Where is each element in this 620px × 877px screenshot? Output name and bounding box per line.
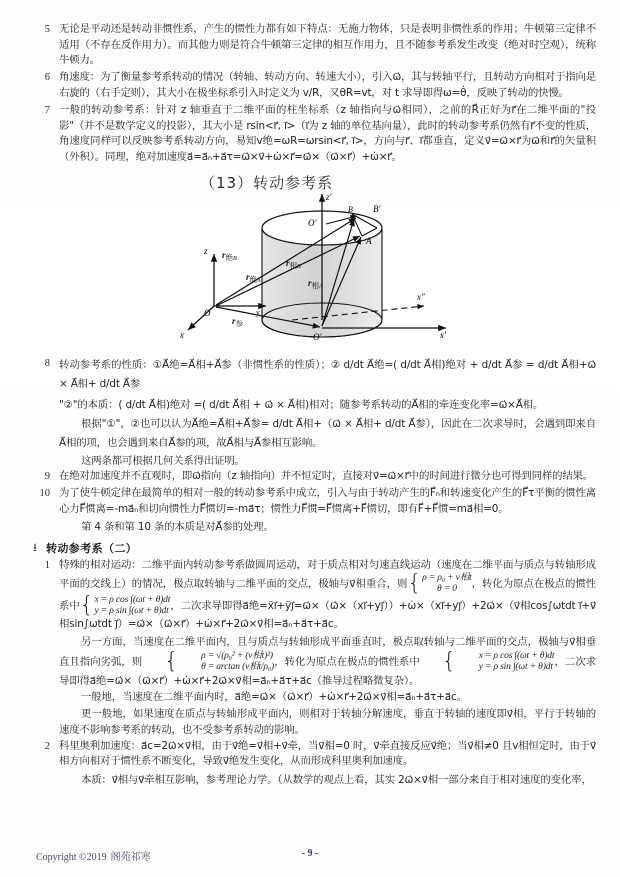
label-B-prime: B′ — [373, 204, 381, 215]
case-brace-3 — [142, 648, 275, 674]
case-equations — [457, 651, 555, 673]
item-subtext: 根据"①"，②也可以认为A⃗绝=A⃗相+A⃗参= d/dt A⃗相+（ω⃗ × A⃗相+ d/dt A⃗参），因此在二次求导时，会遇到即来自A⃗相的项，也会遇到来自A⃗参的项，故A⃗相与A⃗参相互影响。 — [59, 417, 596, 449]
label-r-rel-A: r相A — [308, 278, 323, 291]
author-name: 阁苑祁寒 — [110, 852, 151, 863]
list-item — [24, 70, 596, 101]
label-x-double-prime: x″ — [417, 292, 425, 303]
item-subtext: "②"的本质：( d/dt A⃗相)绝对 =( d/dt A⃗相 + ω⃗ × A⃗相)相对；随参考系转动的A⃗相的牵连变化率=ω⃗×A⃗相。 — [59, 398, 544, 411]
item-text: 在绝对加速度并不直观时，即ω⃗指向（z 轴指向）并不恒定时，直接对v⃗=ω⃗×r⃗中的时间进行微分也可得到同样的结果。 — [59, 470, 594, 483]
case-eq: x = ρ cos ∫(ωt + θ)dt — [94, 595, 171, 606]
label-x: x — [180, 330, 184, 341]
copyright-text: Copyright ©2019 — [36, 852, 107, 863]
item-number: 9 — [44, 471, 50, 483]
brace-glyph: { — [441, 648, 456, 674]
brace-glyph: { — [164, 648, 179, 674]
case-eq: x = ρ cos ∫(ωt + θ)dt — [478, 650, 555, 661]
item-text: 角速度：为了衡量参考系转动的情况（转轴、转动方向、转速大小），引入ω⃗，其与转轴平行，且转动方向相对于指向是右旋的（右手定则），其大小在极坐标系引入时定义为 v/R，又θR=vt，对 t 求导即得ω=θ̇，反映了转动的快慢。 — [59, 71, 596, 99]
cylinder-diagram-svg — [174, 188, 504, 350]
list-item — [24, 103, 596, 165]
item-subtext: 更一般地，如果速度在质点与转轴形成平面内，则相对于转轴分解速度，垂直于转轴的速度即v⃗相，平行于转轴的速度不影响参考系的转动，也不受参考系转动的影响。 — [59, 707, 596, 737]
page-number: - 9 - — [301, 848, 319, 859]
brace-glyph: { — [407, 571, 422, 597]
label-O-prime-bottom: O′ — [313, 332, 322, 343]
section-heading — [24, 540, 596, 556]
item-text-part: ，二次求导即得a⃗绝=ω⃗×（ω⃗×r⃗）+ω̇×r⃗+2ω⃗×v⃗相=a⃗ₙ+a⃗τ+a⃗c（推导过程略微复杂）。 — [59, 655, 596, 687]
list-item — [24, 739, 596, 770]
label-r-abs-B: r绝B — [222, 250, 237, 263]
label-r-abs-A: r绝A — [246, 272, 261, 285]
item-text — [59, 558, 596, 633]
item-subtext: 第 4 条和第 10 条的本质是对A⃗参的处理。 — [81, 521, 274, 534]
item-subtext: 一般地，当速度在二维平面内时，a⃗绝=ω⃗×（ω⃗×r⃗）+ω̇×r⃗+2ω⃗×v⃗相=a⃗ₙ+a⃗τ+a⃗c。 — [81, 691, 467, 704]
item-number: 2 — [44, 740, 50, 752]
figure-rotating-reference-frame — [24, 172, 596, 350]
item-number: 7 — [44, 104, 50, 116]
figure-title: （13）转动参考系 — [200, 174, 334, 193]
list-item — [24, 558, 596, 633]
case-brace-1 — [407, 573, 471, 595]
case-eq: ρ = ρ₀ + v相t — [422, 573, 472, 584]
item-subtext: 本质：v⃗相与v⃗牵相互影响，参考理论力学。（从数学的观点上看，其实 2ω⃗×v⃗相一部分来自于相对速度的变化率， — [81, 773, 592, 786]
item-text-part: 特殊的相对运动：二维平面内转动参考系做圆周运动，对于质点相对匀速直线运动（速度在二维平面与质点与转轴形成平面的交线上）的情况，极点取转轴与二维平面的交点，极轴与v⃗相重合，则 — [59, 558, 596, 591]
case-equations — [95, 595, 171, 617]
arrow-bullet-icon: ⭳ — [33, 541, 37, 554]
label-y: y — [256, 308, 260, 318]
case-eq: y = ρ sin ∫(ωt + θ)dt — [94, 606, 169, 617]
label-z-prime: z′ — [326, 192, 332, 203]
item-text: 无论是平动还是转动非惯性系，产生的惯性力都有如下特点：无施力物体，只是表明非惯性系的作用；牛顿第三定律不适用（不存在反作用力）。而其他力则是符合牛顿第三定律的相互作用力，且不随参考系发生改变（绝对时空观），统称牛顿力。 — [59, 23, 596, 67]
item-subtext — [59, 634, 596, 689]
label-r-frame: r参 — [232, 316, 244, 329]
case-brace-4 — [420, 648, 555, 674]
item-text: 转动参考系的性质：①A⃗绝=A⃗相+A⃗参（非惯性系的性质）；② d/dt A⃗绝=( d/dt A⃗相)绝对 + d/dt A⃗参 = d/dt A⃗相+ω⃗ × A⃗相+ d/dt A⃗参 — [59, 359, 596, 391]
label-O-prime-top: O′ — [308, 218, 317, 229]
case-eq: θ = arctan (v相t/ρ₀) — [201, 661, 275, 672]
case-eq: θ = 0 — [436, 584, 457, 595]
list-item — [24, 356, 596, 394]
label-x-prime: x′ — [440, 330, 446, 341]
label-B: B — [348, 205, 353, 215]
label-A: A — [366, 236, 372, 247]
item-number: 10 — [39, 488, 50, 500]
item-text-part: ，转化为原点在极点的惯性系中 — [59, 578, 596, 613]
label-r-rel-B: r相B — [286, 258, 301, 271]
item-text-part: 另一方面，当速度在二维平面内，且与质点与转轴形成平面垂直时，极点取转轴与二维平面的交点，极轴与v⃗相垂直且指向劣弧，则 — [59, 636, 596, 668]
case-equations — [422, 573, 471, 595]
list-item — [24, 22, 596, 69]
item-number: 8 — [44, 358, 50, 370]
item-number: 6 — [44, 72, 50, 84]
case-eq: ρ = √(ρ₀² + (v相t)²) — [201, 650, 273, 661]
item-number: 1 — [44, 559, 50, 571]
case-equations — [179, 651, 274, 673]
list-item — [24, 486, 596, 517]
item-text: 一般的转动参考系：针对 z 轴垂直于二维平面的柱坐标系（z 轴指向与ω⃗相同），之前的R⃗正好为r⃗在二维平面的"投影"（并不是数学定义的投影），其大小是 rsin<r⃗, i⃗>（i⃗为 z 轴的单位基向量），此时的转动参考系仍然有r⃗不变的性质，角速度同样可以反映参考系转动方向，易知v绝=ωR=ωrsin<r⃗, i⃗>，方向与r⃗、i⃗都垂直，定义v⃗=ω⃗×r⃗为ω⃗和r⃗的矢量积（外积）。同理，绝对加速度a⃗=a⃗ₙ+a⃗τ=ω⃗×v⃗+ω̇×r⃗=ω⃗×（ω⃗×r⃗）+ω̇×r⃗。 — [59, 103, 596, 163]
case-eq: y = ρ sin ∫(ωt + θ)dt — [478, 661, 553, 672]
item-text-part: ，二次求导即得a⃗绝=ẍi⃗+ÿj⃗=ω⃗×（ω⃗×（xi⃗+yj⃗））+ω̇×（xi⃗+yj⃗）+2ω⃗×（v⃗相cos∫ωtdt i⃗+v⃗相sin∫ωtdt j⃗）=ω⃗×（ω⃗×r⃗）+ω̇×r⃗+2ω⃗×v⃗相=a⃗ₙ+a⃗τ+a⃗c。 — [59, 600, 597, 631]
label-O: O — [204, 308, 211, 319]
item-text: 为了使牛顿定律在最简单的相对一般的转动参考系中成立，引入与由于转动产生的F⃗ₙ和转速变化产生的F⃗τ平衡的惯性离心力F⃗惯离=-ma⃗ₙ和切向惯性力F⃗惯切=-ma⃗τ；惯性力F⃗惯=F⃗惯离+F⃗惯切，即有F⃗+F⃗惯=ma⃗相=0。 — [59, 487, 596, 516]
page-footer — [0, 848, 620, 863]
case-brace-2 — [80, 595, 171, 617]
item-number: 5 — [44, 24, 50, 35]
section-title: 转动参考系（二） — [46, 541, 138, 555]
list-item — [24, 469, 596, 485]
brace-glyph: { — [79, 593, 94, 619]
label-z: z — [204, 246, 208, 257]
item-text: 科里奥利加速度：a⃗c=2ω⃗×v⃗相，由于v⃗绝=v⃗相+v⃗牵，当v⃗相=0 时，v⃗牵直接反应v⃗绝；当v⃗相≠0 且v相恒定时，由于v⃗相方向相对于惯性系不断变化，导致v⃗绝发生变化，从而形成科里奥利加速度。 — [59, 739, 596, 768]
item-subtext: 这两条都可根据几何关系得出证明。 — [81, 454, 245, 467]
item-text-part: ，转化为原点在极点的惯性系中 — [274, 655, 420, 668]
